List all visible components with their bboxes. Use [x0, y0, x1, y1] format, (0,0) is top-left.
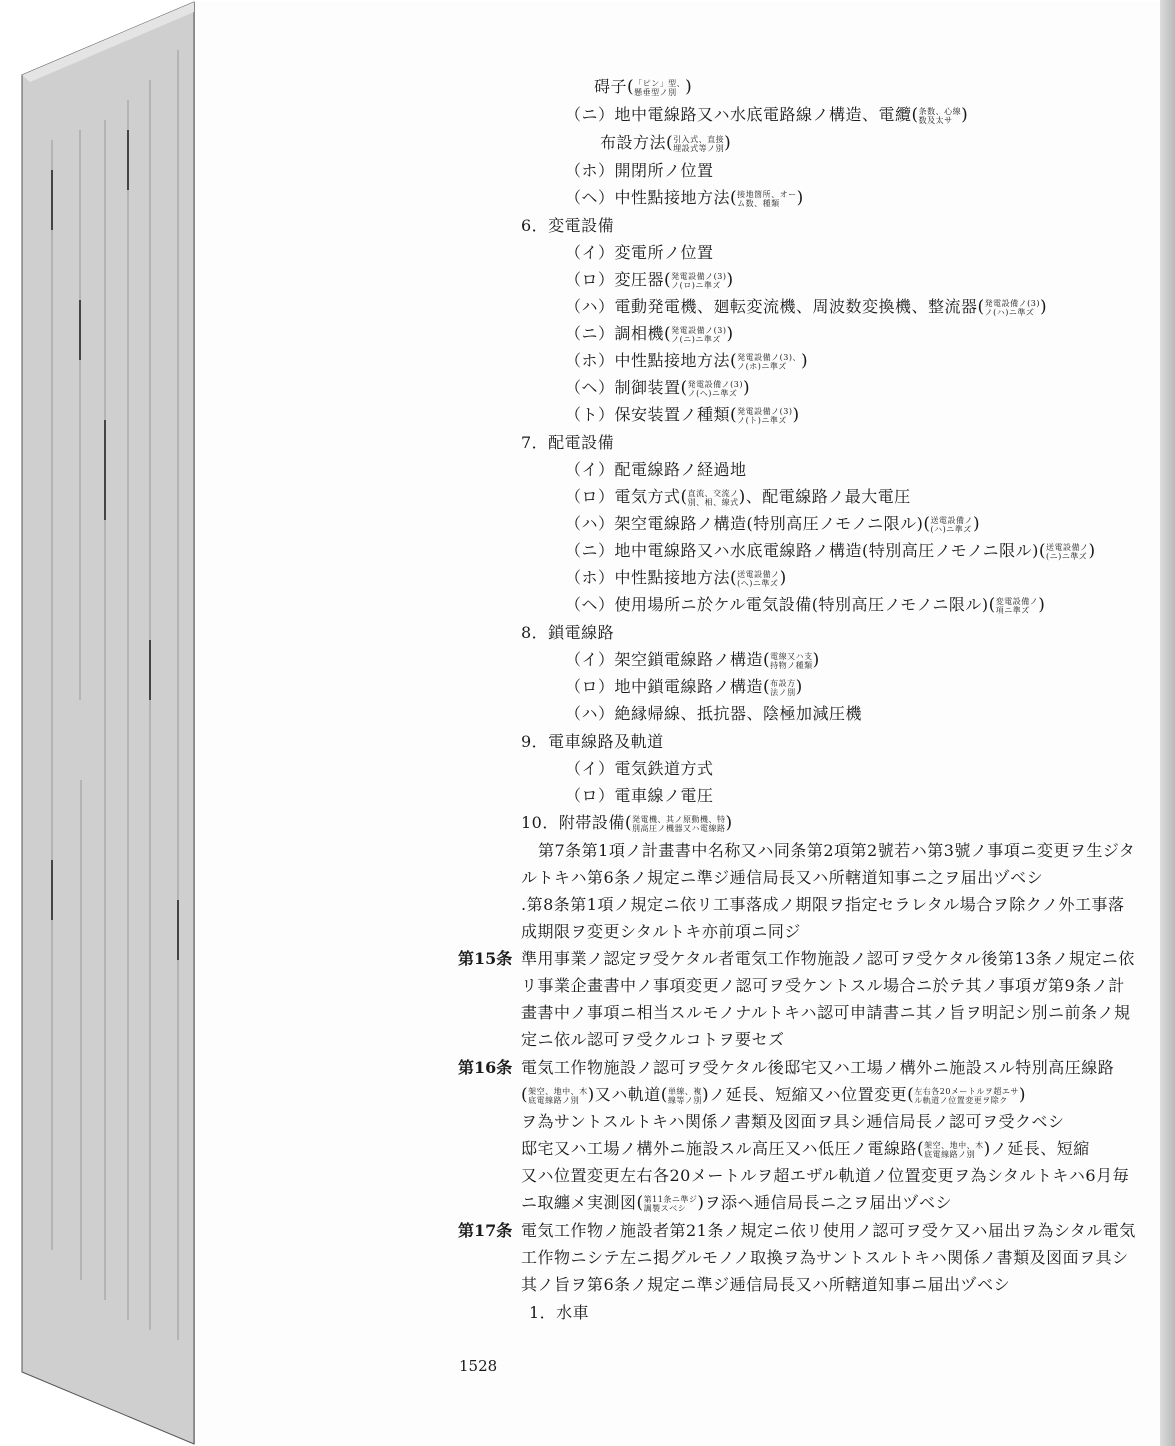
line-text: （ヘ）中性點接地方法	[565, 188, 731, 207]
line-text: （ロ）電気方式	[565, 487, 681, 506]
line-text: （ニ）地中電線路又ハ水底電路線ノ構造、電纜	[565, 105, 912, 124]
inline-annotation: 引入式、直接 埋設式等ノ別	[673, 134, 725, 153]
text-line	[521, 215, 614, 237]
inline-annotation: 条数、心線 数及太サ	[918, 106, 962, 125]
line-text: （イ）変電所ノ位置	[565, 243, 714, 262]
inline-annotation: 送電設備ノ (ヘ)ニ準ズ	[737, 569, 780, 588]
inline-annotation: 布設方 法ノ別	[770, 678, 796, 697]
text-line	[521, 1029, 785, 1051]
line-text: （ハ）電動発電機、廻転変流機、周波数変換機、整流器	[565, 297, 978, 316]
line-text: 1．水車	[529, 1303, 590, 1322]
text-line	[538, 840, 1135, 862]
text-line: （イ）架空鎖電線路ノ構造( 電線又ハ支 持物ノ種類 )	[565, 650, 820, 670]
text-line: （ヘ）制御装置( 発電設備ノ(3) ノ(ヘ)ニ準ズ )	[565, 378, 751, 398]
inline-annotation: 送電設備ノ (ハ)ニ準ズ	[930, 515, 974, 534]
line-text: （ロ）変圧器	[565, 270, 665, 289]
text-line: （ヘ）使用場所ニ於ケル電気設備(特別高圧ノモノニ限ル)( 変電設備ノ 項ニ準ズ )	[565, 595, 1046, 615]
inline-annotation: 第11条ニ準ジ 調製スベシ	[643, 1194, 698, 1213]
inline-annotation: 架空、地中、木 底電線路ノ別	[924, 1140, 984, 1159]
text-line	[521, 731, 664, 753]
line-text: ノ延長、短縮	[990, 1139, 1090, 1158]
line-text: 、配電線路ノ最大電圧	[745, 487, 911, 506]
text-line: （ハ）架空電線路ノ構造(特別高圧ノモノニ限ル)( 送電設備ノ (ハ)ニ準ズ )	[565, 514, 981, 534]
text-line	[565, 785, 714, 807]
text-line	[521, 1247, 1129, 1269]
line-text: 第7条第1項ノ計畫書中名称又ハ同条第2項第2號若ハ第3號ノ事項ニ変更ヲ生ジタ	[538, 841, 1136, 860]
article-number: 第17条	[458, 1221, 513, 1240]
text-line	[521, 1165, 1129, 1187]
line-text: ヲ為サントスルトキハ関係ノ書類及図面ヲ具シ逓信局長ノ認可ヲ受クベシ	[521, 1112, 1065, 1131]
line-text: ルトキハ第6条ノ規定ニ準ジ逓信局長又ハ所轄道知事ニ之ヲ届出ヅベシ	[521, 868, 1044, 887]
line-text: 10．附帯設備	[521, 813, 625, 832]
text-line	[565, 703, 862, 725]
line-text: 7．配電設備	[521, 433, 615, 452]
inline-annotation: 発電設備ノ(3) ノ(ハ)ニ準ズ	[984, 298, 1040, 317]
text-line	[521, 894, 1125, 916]
text-line	[521, 867, 1043, 889]
inline-annotation: 発電設備ノ(3) ノ(ヘ)ニ準ズ	[687, 379, 743, 398]
line-text: （イ）架空鎖電線路ノ構造	[565, 650, 764, 669]
line-text: 碍子	[594, 77, 628, 96]
text-line	[565, 459, 747, 481]
line-text: （ハ）絶縁帰線、抵抗器、陰極加減圧機	[565, 704, 863, 723]
inline-annotation: 左右各20メートルヲ超エサ ル軌道ノ位置変更ヲ除ク	[914, 1086, 1019, 1105]
inline-annotation: 「ピン」型、 懸垂型ノ別	[634, 78, 686, 97]
text-line	[521, 921, 801, 943]
text-line: （ロ）変圧器( 発電設備ノ(3) ノ(ロ)ニ準ズ )	[565, 270, 734, 290]
line-text: ヲ添ヘ逓信局長ニ之ヲ届出ヅベシ	[704, 1193, 952, 1212]
line-text: （ホ）開閉所ノ位置	[565, 161, 714, 180]
article-number: 第16条	[458, 1058, 513, 1077]
text-line	[565, 242, 714, 264]
page-number: 1528	[459, 1357, 498, 1375]
line-text: （ト）保安装置ノ種類	[565, 405, 731, 424]
line-text: 其ノ旨ヲ第6条ノ規定ニ準ジ逓信局長又ハ所轄道知事ニ届出ヅベシ	[521, 1275, 1011, 1294]
text-line: ( 架空、地中、木 底電線路ノ別 )又ハ軌道( 単線、複 線等ノ別 )ノ延長、短縮又ハ位置変更( 左右各20メートルヲ超エサ ル軌道ノ位置変更ヲ除ク )	[521, 1085, 1027, 1105]
text-line	[529, 1302, 589, 1324]
line-text: リ事業企畫書中ノ事項変更ノ認可ヲ受ケントスル場合ニ於テ其ノ事項ガ第9条ノ計	[521, 976, 1125, 995]
line-text: （ホ）中性點接地方法	[565, 351, 731, 370]
text-line	[521, 622, 614, 644]
text-line: （ロ）地中鎖電線路ノ構造( 布設方 法ノ別 )	[565, 677, 803, 697]
line-text: （ヘ）制御装置	[565, 378, 681, 397]
line-text: 成期限ヲ変更シタルトキ亦前項ニ同ジ	[521, 922, 801, 941]
page-edge-shadow	[1160, 0, 1175, 1446]
inline-annotation: 発電機、其ノ原動機、特 別高圧ノ機器又ハ電線路	[632, 814, 726, 833]
line-text: 工作物ニシテ左ニ掲グルモノノ取換ヲ為サントスルトキハ関係ノ書類及図面ヲ具シ	[521, 1248, 1129, 1267]
line-text: （イ）配電線路ノ経過地	[565, 460, 747, 479]
line-text: .第8条第1項ノ規定ニ依リ工事落成ノ期限ヲ指定セラレタル場合ヲ除クノ外工事落	[521, 895, 1125, 914]
line-text: 準用事業ノ認定ヲ受ケタル者電気工作物施設ノ認可ヲ受ケタル後第13条ノ規定ニ依	[521, 949, 1135, 968]
text-line: （ロ）電気方式( 直流、交流ノ 別、相、線式 )、配電線路ノ最大電圧	[565, 487, 911, 507]
text-line: （ト）保安装置ノ種類( 発電設備ノ(3) ノ(ト)ニ準ズ )	[565, 405, 800, 425]
text-line	[521, 948, 1135, 970]
text-line	[521, 1002, 1131, 1024]
inline-annotation: 電線又ハ支 持物ノ種類	[770, 651, 813, 670]
text-line	[521, 975, 1125, 997]
line-text: （ヘ）使用場所ニ於ケル電気設備(特別高圧ノモノニ限ル)	[565, 595, 989, 614]
text-line: （ニ）地中電線路又ハ水底電線路ノ構造(特別高圧ノモノニ限ル)( 送電設備ノ (ニ)ニ準ズ )	[565, 541, 1096, 561]
line-text: 8．鎖電線路	[521, 623, 615, 642]
text-line: 布設方法( 引入式、直接 埋設式等ノ別 )	[600, 133, 732, 153]
inline-annotation: 発電設備ノ(3) ノ(ニ)ニ準ズ	[671, 325, 727, 344]
line-text: 邸宅又ハ工場ノ構外ニ施設スル高圧又ハ低圧ノ電線路	[521, 1139, 918, 1158]
text-line: 10．附帯設備( 発電機、其ノ原動機、特 別高圧ノ機器又ハ電線路 )	[521, 813, 733, 833]
text-line	[521, 1057, 1114, 1079]
line-text: 布設方法	[600, 133, 667, 152]
text-line	[521, 1274, 1010, 1296]
inline-annotation: 発電設備ノ(3)、 ノ(ホ)ニ準ズ	[737, 352, 801, 371]
text-line: （ホ）中性點接地方法( 送電設備ノ (ヘ)ニ準ズ )	[565, 568, 787, 588]
text-line: （ニ）地中電線路又ハ水底電路線ノ構造、電纜( 条数、心線 数及太サ )	[565, 105, 969, 125]
text-line	[565, 160, 714, 182]
line-text: ニ取纏メ実測図	[521, 1193, 637, 1212]
article-number: 第15条	[458, 949, 513, 968]
line-text: （ホ）中性點接地方法	[565, 568, 731, 587]
text-line	[521, 432, 614, 454]
text-line: （ハ）電動発電機、廻転変流機、周波数変換機、整流器( 発電設備ノ(3) ノ(ハ)ニ準ズ )	[565, 297, 1048, 317]
text-line: （ヘ）中性點接地方法( 接地箇所、オー ム数、種類 )	[565, 188, 804, 208]
line-text: 定ニ依ル認可ヲ受クルコトヲ要セズ	[521, 1030, 785, 1049]
inline-annotation: 架空、地中、木 底電線路ノ別	[528, 1086, 588, 1105]
line-text: 6．変電設備	[521, 216, 615, 235]
inline-annotation: 単線、複 線等ノ別	[667, 1086, 702, 1105]
text-line: ニ取纏メ実測図( 第11条ニ準ジ 調製スベシ )ヲ添ヘ逓信局長ニ之ヲ届出ヅベシ	[521, 1193, 952, 1213]
inline-annotation: 発電設備ノ(3) ノ(ト)ニ準ズ	[737, 406, 793, 425]
line-text: （ハ）架空電線路ノ構造(特別高圧ノモノニ限ル)	[565, 514, 924, 533]
inline-annotation: 発電設備ノ(3) ノ(ロ)ニ準ズ	[671, 271, 727, 290]
inline-annotation: 送電設備ノ (ニ)ニ準ズ	[1046, 542, 1089, 561]
text-line: （ニ）調相機( 発電設備ノ(3) ノ(ニ)ニ準ズ )	[565, 324, 734, 344]
text-line	[521, 1111, 1065, 1133]
text-line	[521, 1220, 1136, 1242]
line-text: （ロ）地中鎖電線路ノ構造	[565, 677, 764, 696]
inline-annotation: 変電設備ノ 項ニ準ズ	[995, 596, 1039, 615]
line-text: （ニ）地中電線路又ハ水底電線路ノ構造(特別高圧ノモノニ限ル)	[565, 541, 1039, 560]
line-text: 畫書中ノ事項ニ相当スルモノナルトキハ認可申請書ニ其ノ旨ヲ明記シ別ニ前条ノ規	[521, 1003, 1131, 1022]
line-text: ノ延長、短縮又ハ位置変更	[709, 1085, 908, 1104]
line-text: （ニ）調相機	[565, 324, 665, 343]
text-line: 邸宅又ハ工場ノ構外ニ施設スル高圧又ハ低圧ノ電線路( 架空、地中、木 底電線路ノ別 )ノ延長、短縮	[521, 1139, 1090, 1159]
line-text: 9．電車線路及軌道	[521, 732, 664, 751]
line-text: 電気工作物ノ施設者第21条ノ規定ニ依リ使用ノ認可ヲ受ケ又ハ届出ヲ為シタル電気	[521, 1221, 1136, 1240]
line-text: （イ）電気鉄道方式	[565, 759, 714, 778]
text-line: 碍子( 「ピン」型、 懸垂型ノ別 )	[594, 77, 693, 97]
inline-annotation: 接地箇所、オー ム数、種類	[737, 189, 797, 208]
line-text: 又ハ軌道	[594, 1085, 661, 1104]
inline-annotation: 直流、交流ノ 別、相、線式	[687, 488, 739, 507]
text-line	[565, 758, 714, 780]
line-text: （ロ）電車線ノ電圧	[565, 786, 714, 805]
line-text: 又ハ位置変更左右各20メートルヲ超エザル軌道ノ位置変更ヲ為シタルトキハ6月毎	[521, 1166, 1130, 1185]
line-text: 電気工作物施設ノ認可ヲ受ケタル後邸宅又ハ工場ノ構外ニ施設スル特別高圧線路	[521, 1058, 1115, 1077]
text-line: （ホ）中性點接地方法( 発電設備ノ(3)、 ノ(ホ)ニ準ズ )	[565, 351, 809, 371]
